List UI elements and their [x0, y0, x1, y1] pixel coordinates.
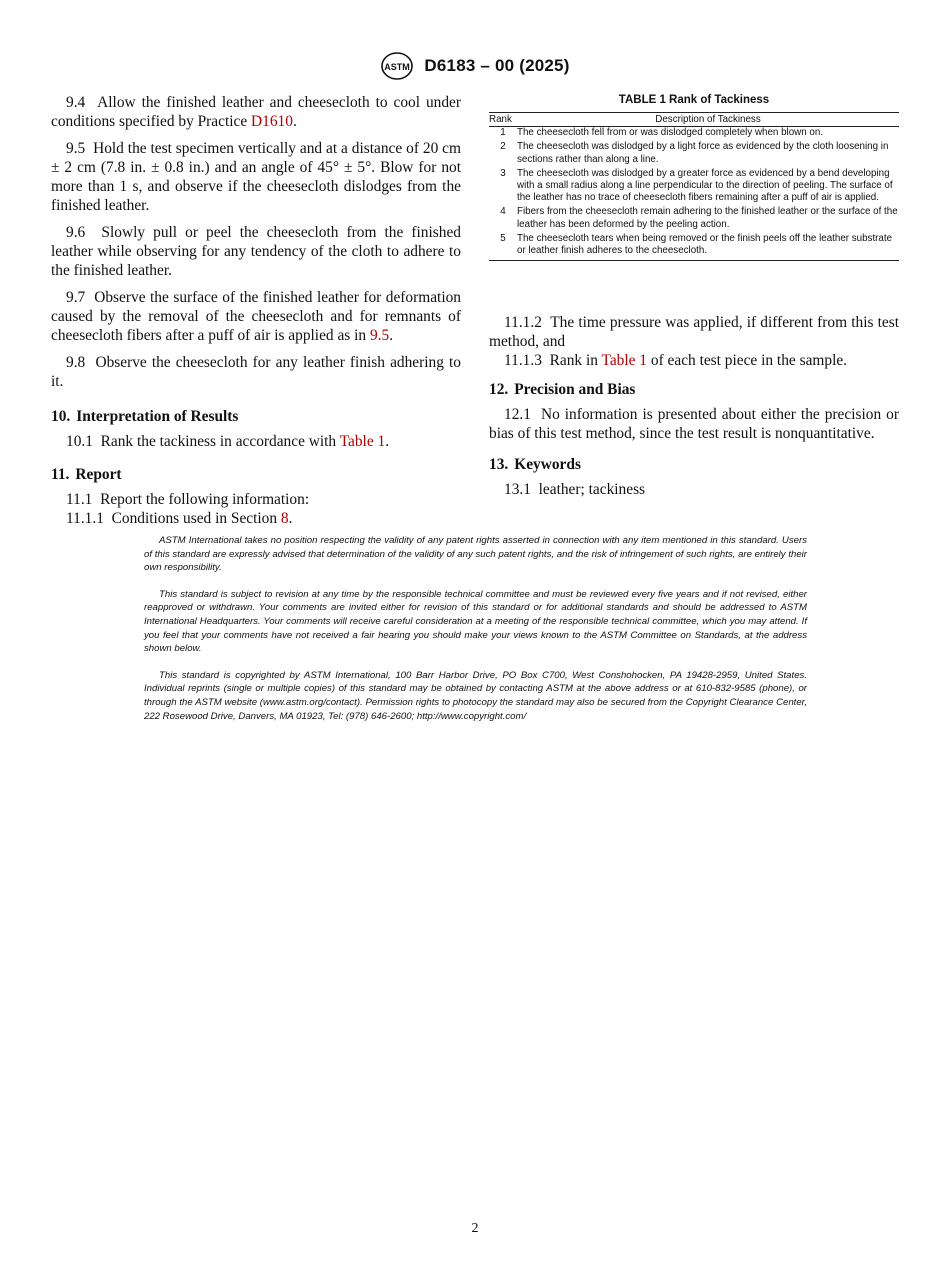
tackiness-table: [489, 112, 899, 261]
table-row: 4 Fibers from the cheesecloth remain adhering to the finished leather or the surface of the leather has been deformed by the peeling action.: [500, 206, 898, 230]
clause-text: Allow the finished leather and cheesecloth to cool under conditions specified by Practice: [51, 94, 461, 130]
clause-number: 9.4: [66, 94, 86, 111]
astm-notice: [144, 534, 807, 736]
clause-number: 11.1: [66, 491, 93, 508]
clause-text: The time pressure was applied, if different from this test method, and: [489, 314, 900, 350]
table-row: 3 The cheesecloth was dislodged by a greater force as evidenced by a bend developing with a small radius along a line perpendicular to the direction of peeling. The surface of the leather has no trace of cheesecloth fibers remaining after a puff of air is applied.: [500, 167, 893, 204]
left-column: [51, 93, 461, 528]
paragraph-13-1: [489, 480, 899, 499]
clause-text: Rank in: [549, 352, 598, 369]
clause-text: leather; tackiness: [538, 481, 646, 498]
link-section-8[interactable]: 8: [280, 510, 289, 527]
paragraph-11-1-1: 11.1.1 Conditions used in Section 8.: [66, 510, 293, 527]
page-number: 2: [471, 1221, 479, 1236]
clause-number: 12.1: [504, 406, 531, 423]
column-header-description: Description of Tackiness: [517, 113, 899, 127]
table-1: [489, 94, 899, 261]
clause-number: 9.6: [66, 224, 86, 241]
table-row: 2 The cheesecloth was dislodged by a light force as evidenced by the cloth loosening in sections rather than along a line.: [500, 141, 889, 165]
link-d1610[interactable]: D1610: [251, 113, 293, 130]
clause-text: Hold the test specimen vertically and at a distance of 20 cm ± 2 cm (7.8 in. ± 0.8 in.) and an angle of 45° ± 5°. Blow for not more than 1 s, and observe if the cheesecloth dislodges from the finished leather.: [51, 140, 461, 214]
clause-number: 11.1.1: [66, 510, 104, 527]
link-9-5[interactable]: 9.5: [369, 327, 390, 344]
paragraph-9-4: 9.4 Allow the finished leather and cheesecloth to cool under conditions specified by Practice D1610.: [51, 94, 461, 130]
paragraph-10-1: 10.1 Rank the tackiness in accordance with Table 1.: [66, 433, 390, 450]
clause-number: 10.1: [66, 433, 93, 450]
clause-text: Rank the tackiness in accordance with: [100, 433, 337, 450]
paragraph-9-7: 9.7 Observe the surface of the finished leather for deformation caused by the removal of the cheesecloth and for remnants of cheesecloth fibers after a puff of air is applied as in 9.5.: [51, 289, 461, 344]
clause-number: 9.7: [66, 289, 86, 306]
clause-number: 9.8: [66, 354, 86, 371]
clause-text: Conditions used in Section: [111, 510, 278, 527]
right-column: [489, 313, 899, 499]
column-header-rank: Rank: [489, 113, 517, 127]
section-heading-10: 10. Interpretation of Results: [51, 408, 239, 425]
clause-text: No information is presented about either the precision or bias of this test method, since the test result is nonquantitative.: [489, 406, 899, 442]
section-heading-11: 11. Report: [51, 466, 122, 483]
standard-designation: D6183 – 00 (2025): [424, 56, 570, 75]
paragraph-9-5: [51, 139, 461, 215]
clause-text: Slowly pull or peel the cheesecloth from the finished leather while observing for any tendency of the cloth to adhere to the finished leather.: [51, 224, 461, 279]
table-title: TABLE 1 Rank of Tackiness: [618, 94, 770, 106]
table-row: 5 The cheesecloth tears when being removed or the finish peels off the leather substrate or leather finish adheres to the cheesecloth.: [500, 232, 893, 257]
revision-notice: This standard is subject to revision at any time by the responsible technical committee and must be reviewed every five years and if not revised, either reapproved or withdrawn. Your comments are invited either for revision of this standard or for additional standards and should be addressed to ASTM International Headquarters. Your comments will receive careful consideration at a meeting of the responsible technical committee, which you may attend. If you feel that your comments have not received a fair hearing you should make your views known to the ASTM Committee on Standards, at the address shown below.: [144, 588, 807, 655]
section-heading-13: 13. Keywords: [489, 456, 581, 473]
clause-text: Observe the cheesecloth for any leather finish adhering to it.: [51, 354, 461, 390]
astm-logo-icon: [380, 51, 414, 81]
section-heading-12: 12. Precision and Bias: [489, 381, 636, 398]
clause-number: 9.5: [66, 140, 86, 157]
copyright-notice: This standard is copyrighted by ASTM International, 100 Barr Harbor Drive, PO Box C700, West Conshohocken, PA 19428-2959, United States. Individual reprints (single or multiple copies) of this standard may be obtained by contacting ASTM at the above address or at 610-832-9585 (phone), or through the ASTM website (www.astm.org/contact). Permission rights to photocopy the standard may also be secured from the Copyright Clearance Center, 222 Rosewood Drive, Danvers, MA 01923, Tel: (978) 646-2600; http://www.copyright.com/: [144, 669, 807, 722]
clause-number: 11.1.2: [504, 314, 542, 331]
paragraph-11-1-3: 11.1.3 Rank in Table 1 of each test piece in the sample.: [504, 352, 848, 369]
clause-text: Report the following information:: [100, 491, 310, 508]
link-table-1[interactable]: Table 1: [601, 352, 648, 369]
table-row: 1 The cheesecloth fell from or was dislodged completely when blown on.: [500, 127, 824, 139]
paragraph-11-1: [51, 490, 461, 509]
page-header: [0, 51, 950, 81]
clause-number: 13.1: [504, 481, 531, 498]
astm-logo-text: ASTM: [384, 62, 411, 72]
clause-number: 11.1.3: [504, 352, 542, 369]
paragraph-9-8: [51, 353, 461, 391]
clause-text: Observe the surface of the finished leather for deformation caused by the removal of the cheesecloth and for remnants of cheesecloth fibers after a puff of air is applied as in: [51, 289, 461, 344]
patent-notice: ASTM International takes no position respecting the validity of any patent rights asserted in connection with any item mentioned in this standard. Users of this standard are expressly advised that determination of the validity of any such patent rights, and the risk of infringement of such rights, are entirely their own responsibility.: [144, 535, 807, 574]
paragraph-11-1-2: [489, 313, 899, 351]
paragraph-12-1: [489, 405, 899, 443]
link-table-1[interactable]: Table 1: [339, 433, 386, 450]
paragraph-9-6: [51, 223, 461, 280]
